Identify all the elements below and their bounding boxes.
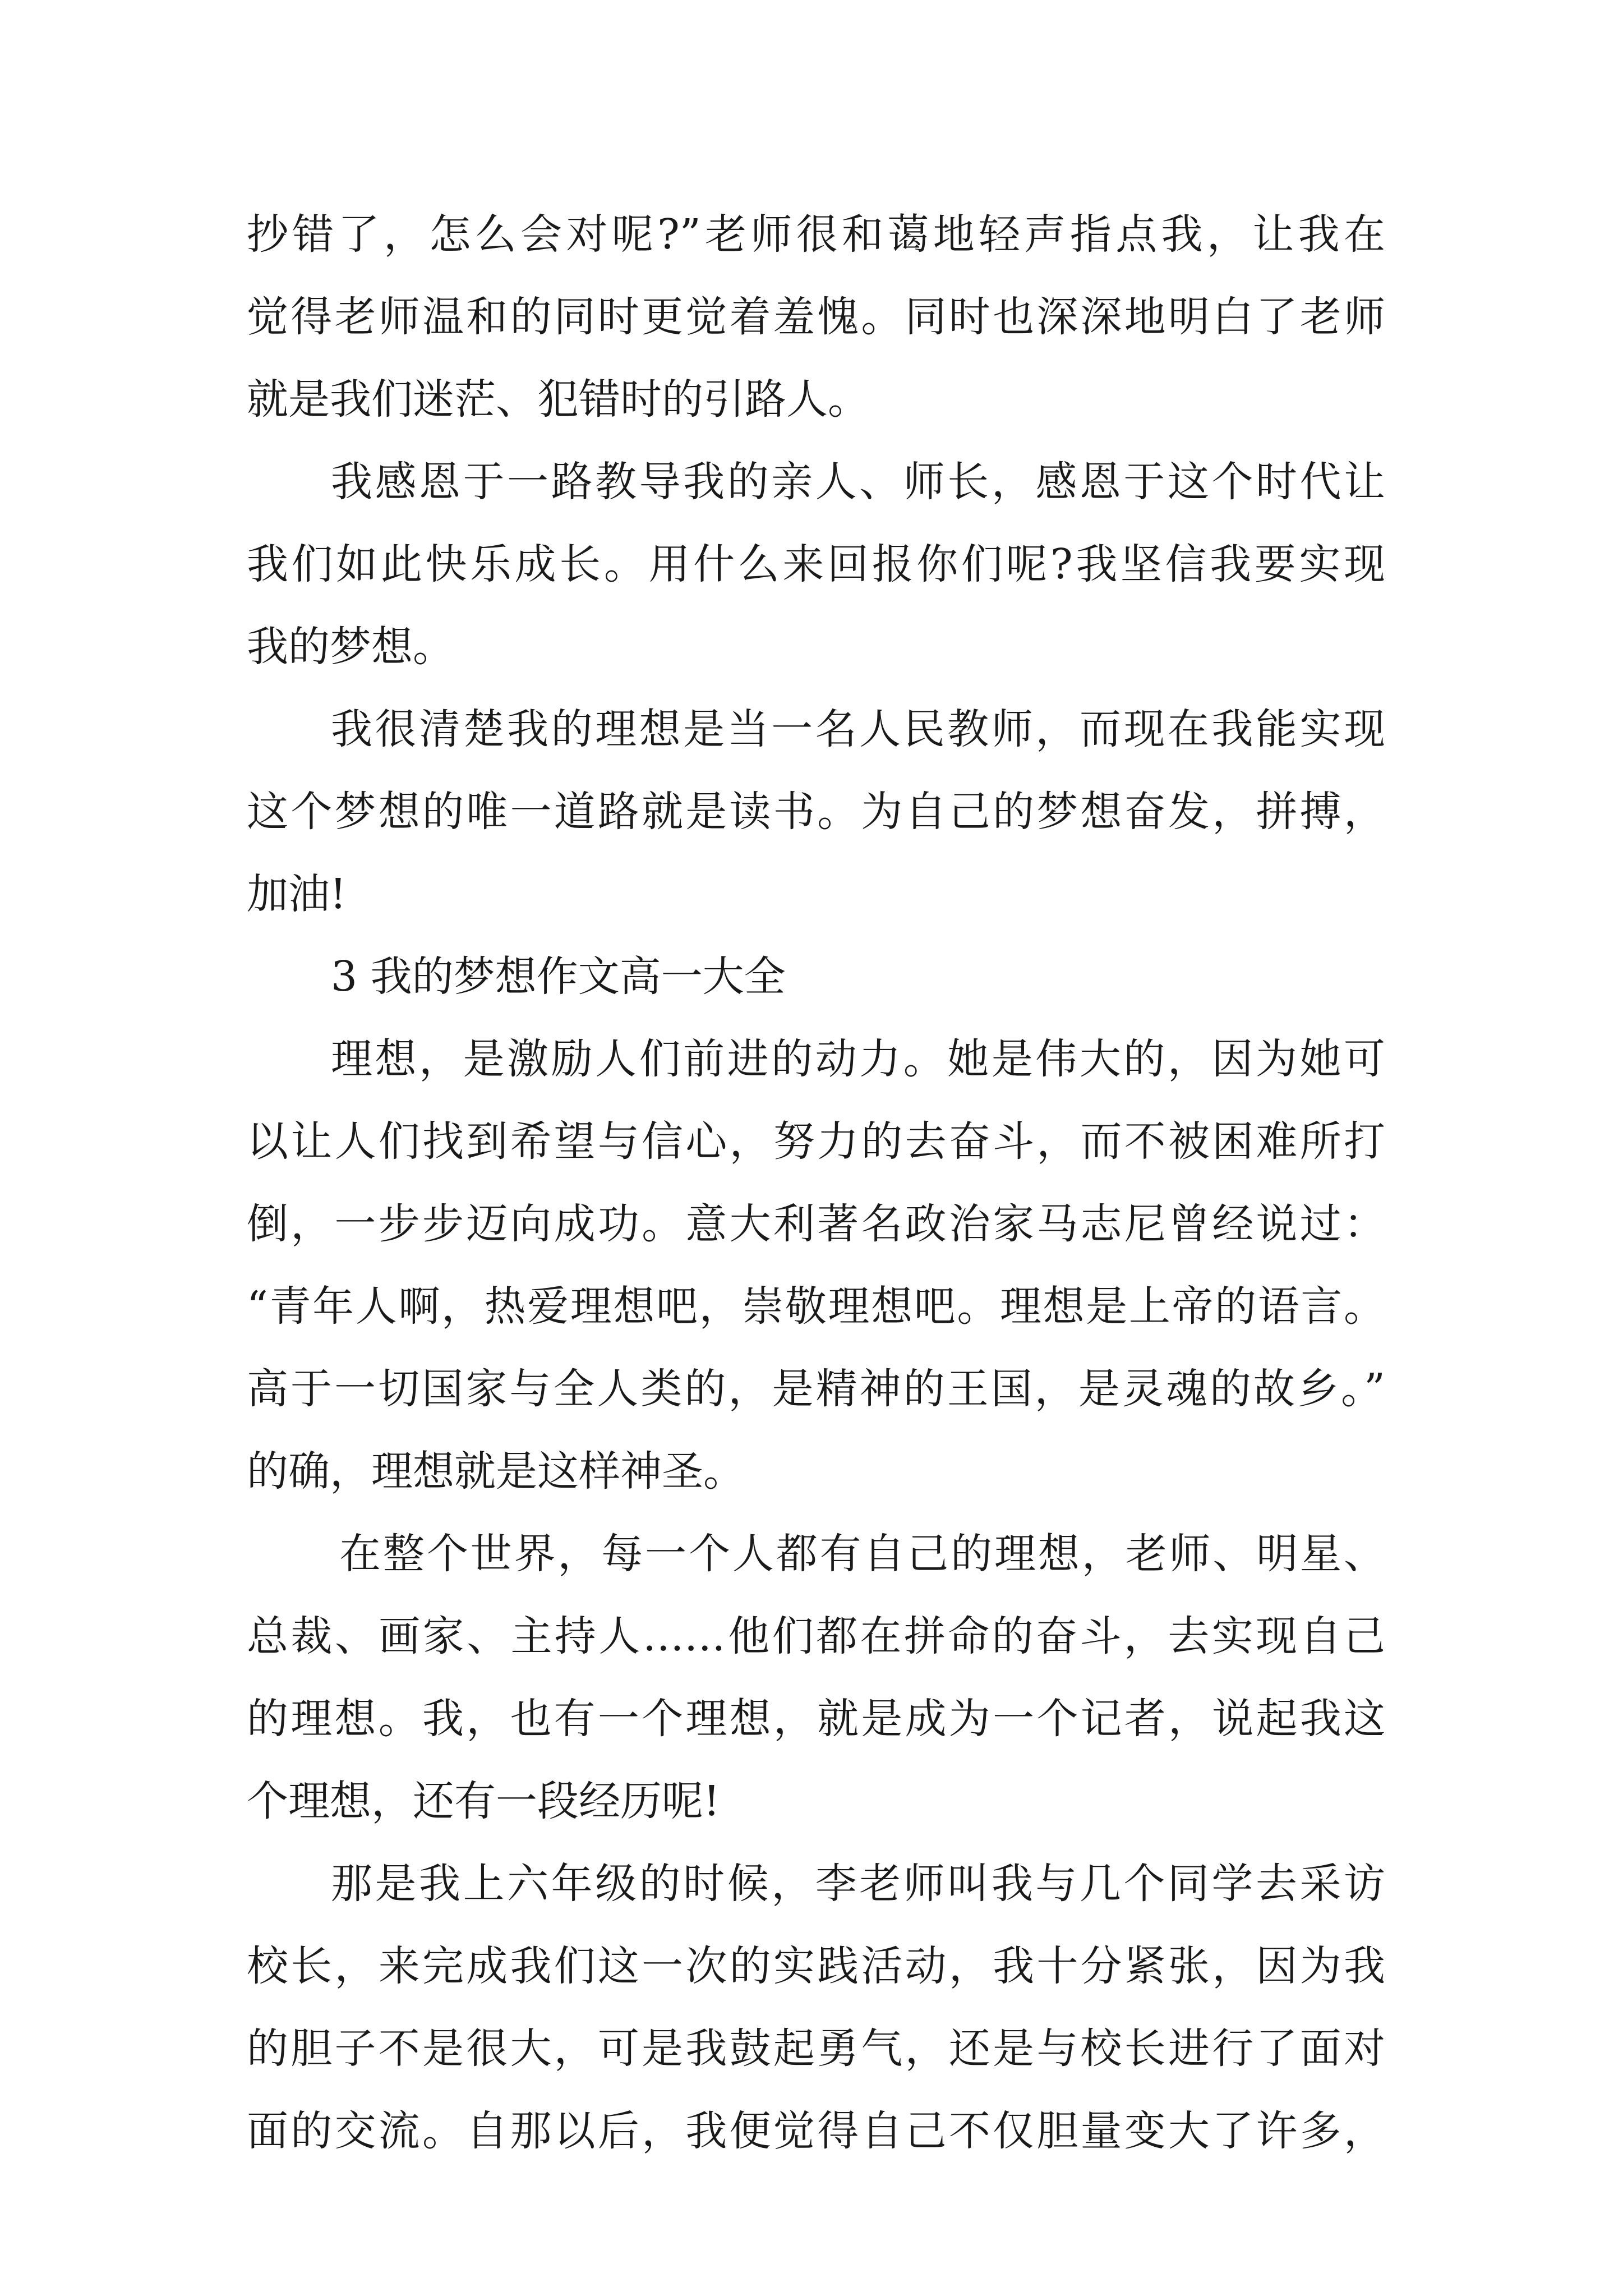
paragraph: [247, 1018, 1385, 1513]
text-line: 我们如此快乐成长。用什么来回报你们呢?我坚信我要实现: [247, 540, 1385, 588]
text-line: 加油!: [247, 870, 347, 918]
text-line: 以让人们找到希望与信心，努力的去奋斗，而不被困难所打: [247, 1117, 1385, 1166]
text-line: 觉得老师温和的同时更觉着羞愧。同时也深深地明白了老师: [247, 293, 1385, 341]
paragraph: [247, 194, 1385, 441]
paragraph: [247, 1843, 1385, 2173]
text-line: 校长，来完成我们这一次的实践活动，我十分紧张，因为我: [247, 1942, 1385, 1990]
text-line: 抄错了，怎么会对呢?”老师很和蔼地轻声指点我，让我在: [247, 210, 1385, 259]
paragraph: [247, 688, 1385, 936]
text-line: 就是我们迷茫、犯错时的引路人。: [247, 375, 869, 424]
heading-text: 3 我的梦想作文高一大全: [331, 953, 786, 1001]
document-body: [247, 194, 1385, 2173]
text-line: 高于一切国家与全人类的，是精神的王国，是灵魂的故乡。”: [247, 1365, 1385, 1413]
text-line: 我的梦想。: [247, 623, 454, 671]
paragraph: [247, 1513, 1385, 1843]
text-line: 那是我上六年级的时候，李老师叫我与几个同学去采访: [331, 1860, 1385, 1908]
text-line: 总裁、画家、主持人……他们都在拼命的奋斗，去实现自己: [247, 1612, 1385, 1660]
text-line: 在整个世界，每一个人都有自己的理想，老师、明星、: [339, 1530, 1385, 1578]
text-line: 理想，是激励人们前进的动力。她是伟大的，因为她可: [331, 1035, 1385, 1083]
text-line: 个理想，还有一段经历呢!: [247, 1777, 720, 1825]
text-line: 的确，理想就是这样神圣。: [247, 1447, 745, 1496]
text-line: 的理想。我，也有一个理想，就是成为一个记者，说起我这: [247, 1695, 1385, 1743]
text-line: “青年人啊，热爱理想吧，崇敬理想吧。理想是上帝的语言。: [247, 1282, 1385, 1331]
text-line: 倒，一步步迈向成功。意大利著名政治家马志尼曾经说过：: [247, 1200, 1385, 1248]
text-line: 我很清楚我的理想是当一名人民教师，而现在我能实现: [331, 705, 1385, 753]
text-line: 的胆子不是很大，可是我鼓起勇气，还是与校长进行了面对: [247, 2024, 1385, 2073]
text-line: 面的交流。自那以后，我便觉得自己不仅胆量变大了许多，: [247, 2107, 1385, 2155]
section-heading: [247, 936, 1385, 1018]
text-line: 这个梦想的唯一道路就是读书。为自己的梦想奋发，拼搏，: [247, 788, 1385, 836]
paragraph: [247, 441, 1385, 688]
text-line: 我感恩于一路教导我的亲人、师长，感恩于这个时代让: [331, 458, 1385, 506]
